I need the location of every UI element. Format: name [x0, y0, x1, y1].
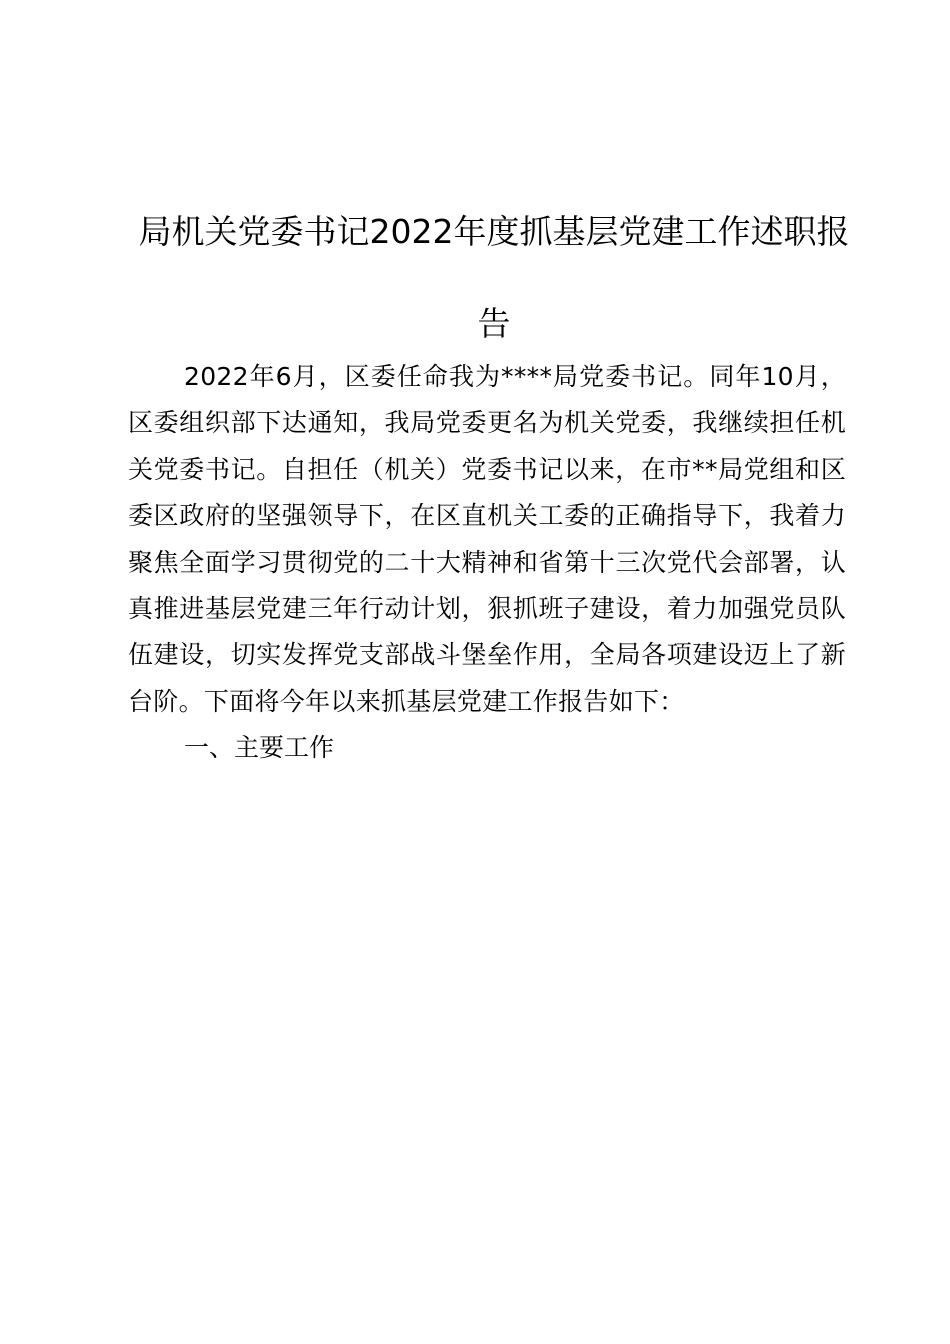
body-paragraph: 2022年6月，区委任命我为****局党委书记。同年10月，区委组织部下达通知，我局党委更名为机关党委，我继续担任机关党委书记。自担任（机关）党委书记以来，在市**局党组和区委区政府的坚强领导下，在区直机关工委的正确指导下，我着力聚焦全面学习贯彻党的二十大精神和省第十三次党代会部署，认真推进基层党建三年行动计划，狠抓班子建设，着力加强党员队伍建设，切实发挥党支部战斗堡垒作用，全局各项建设迈上了新台阶。下面将今年以来抓基层党建工作报告如下： [128, 362, 846, 716]
section-heading: 一、主要工作 [184, 733, 335, 762]
document-title: 局机关党委书记2022年度抓基层党建工作述职报告 [138, 212, 850, 343]
